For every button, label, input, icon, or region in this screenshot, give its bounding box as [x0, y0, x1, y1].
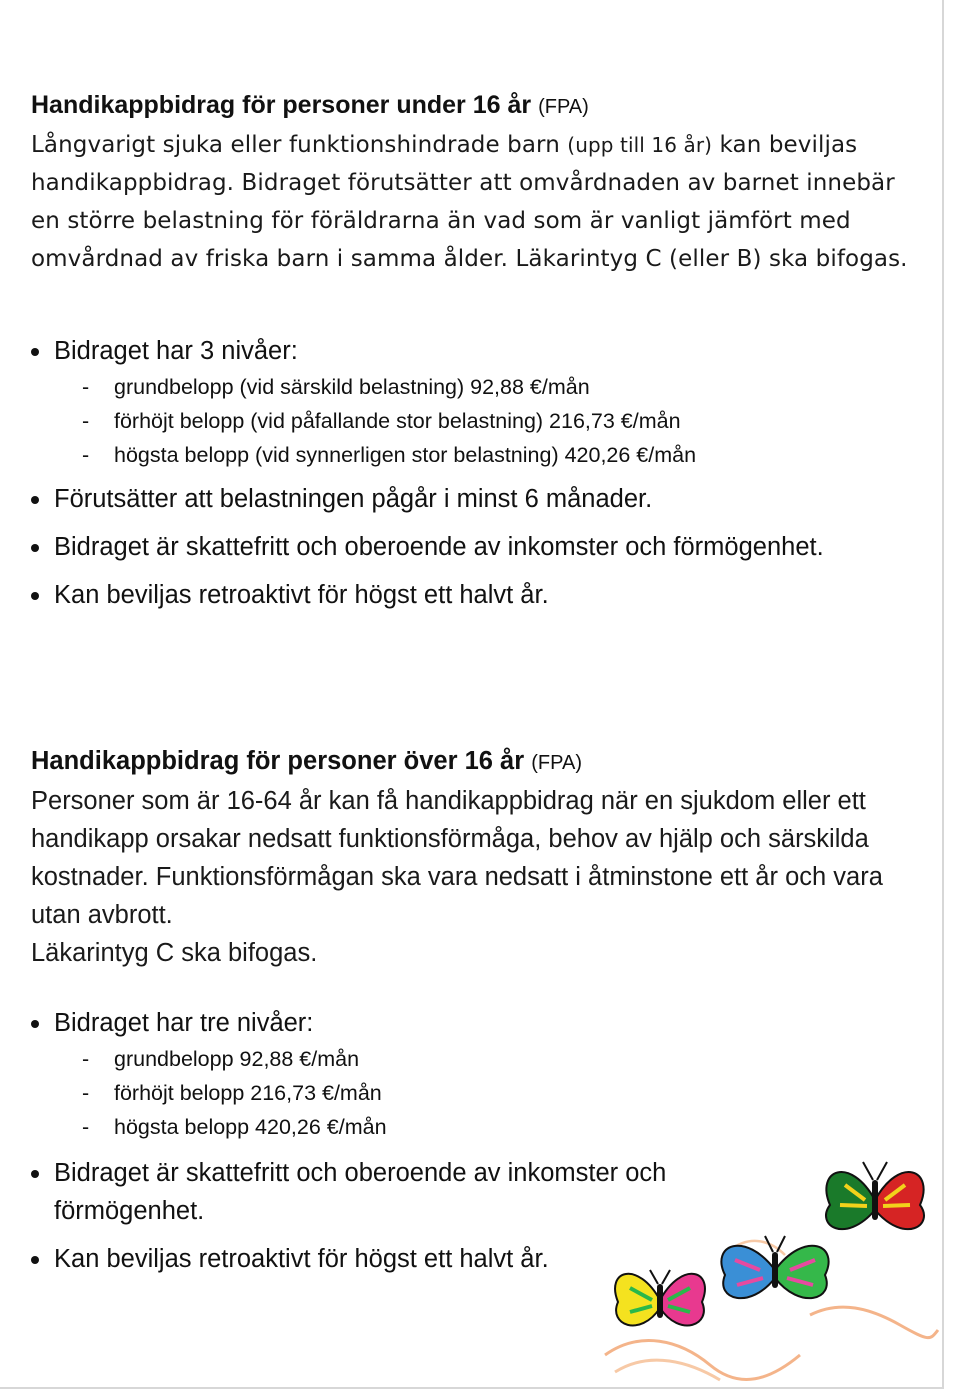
levels-list — [54, 370, 921, 472]
butterflies-illustration-icon — [600, 1140, 940, 1385]
bullet-item: Bidraget är skattefritt och oberoende av inkomster och förmögenhet. — [31, 528, 921, 566]
level-item: - högsta belopp (vid synnerligen stor belastning) 420,26 €/mån — [54, 438, 921, 472]
bullet-list — [31, 332, 921, 614]
section-under-16 — [31, 86, 921, 614]
level-item: - förhöjt belopp (vid påfallande stor belastning) 216,73 €/mån — [54, 404, 921, 438]
section-body — [31, 126, 921, 278]
bullet-text: Bidraget har 3 nivåer: — [54, 337, 298, 365]
heading-title: Handikappbidrag för personer under 16 år — [31, 91, 532, 119]
section-heading — [31, 86, 921, 126]
bullet-text: Bidraget har tre nivåer: — [54, 1009, 314, 1037]
bullet-item: Kan beviljas retroaktivt för högst ett halvt år. — [31, 1240, 921, 1278]
section-heading — [31, 742, 921, 782]
level-item: - högsta belopp 420,26 €/mån — [54, 1110, 921, 1144]
levels-list — [54, 1042, 921, 1144]
section-body: Personer som är 16-64 år kan få handikappbidrag när en sjukdom eller ett handikapp orsakar nedsatt funktionsförmåga, behov av hjälp och särskilda kostnader. Funktionsförmågan ska vara nedsatt i åtminstone ett år och vara utan avbrott. — [31, 787, 883, 929]
body-text-small: (upp till 16 år) — [567, 133, 713, 157]
body-text-part1: Långvarigt sjuka eller funktionshindrade barn — [31, 132, 560, 158]
level-item: - grundbelopp 92,88 €/mån — [54, 1042, 921, 1076]
bullet-item: Förutsätter att belastningen pågår i minst 6 månader. — [31, 480, 921, 518]
heading-suffix: (FPA) — [538, 96, 589, 118]
bullet-text: Bidraget är skattefritt och oberoende av inkomster och förmögenhet. — [54, 1159, 667, 1225]
level-item: - förhöjt belopp 216,73 €/mån — [54, 1076, 921, 1110]
bullet-item — [31, 1004, 921, 1144]
bullet-item — [31, 332, 921, 472]
bullet-item: Kan beviljas retroaktivt för högst ett halvt år. — [31, 576, 921, 614]
heading-suffix: (FPA) — [531, 752, 582, 774]
level-item: - grundbelopp (vid särskild belastning) 92,88 €/mån — [54, 370, 921, 404]
heading-title: Handikappbidrag för personer över 16 år — [31, 747, 525, 775]
section-body-line2: Läkarintyg C ska bifogas. — [31, 939, 318, 967]
body-text-part2: kan beviljas handikappbidrag. Bidraget förutsätter att omvårdnaden av barnet innebär en större belastning för föräldrarna än vad som är vanligt jämfört med omvårdnad av friska barn i samma ålder. Läkarintyg C (eller B) ska bifogas. — [31, 132, 908, 272]
